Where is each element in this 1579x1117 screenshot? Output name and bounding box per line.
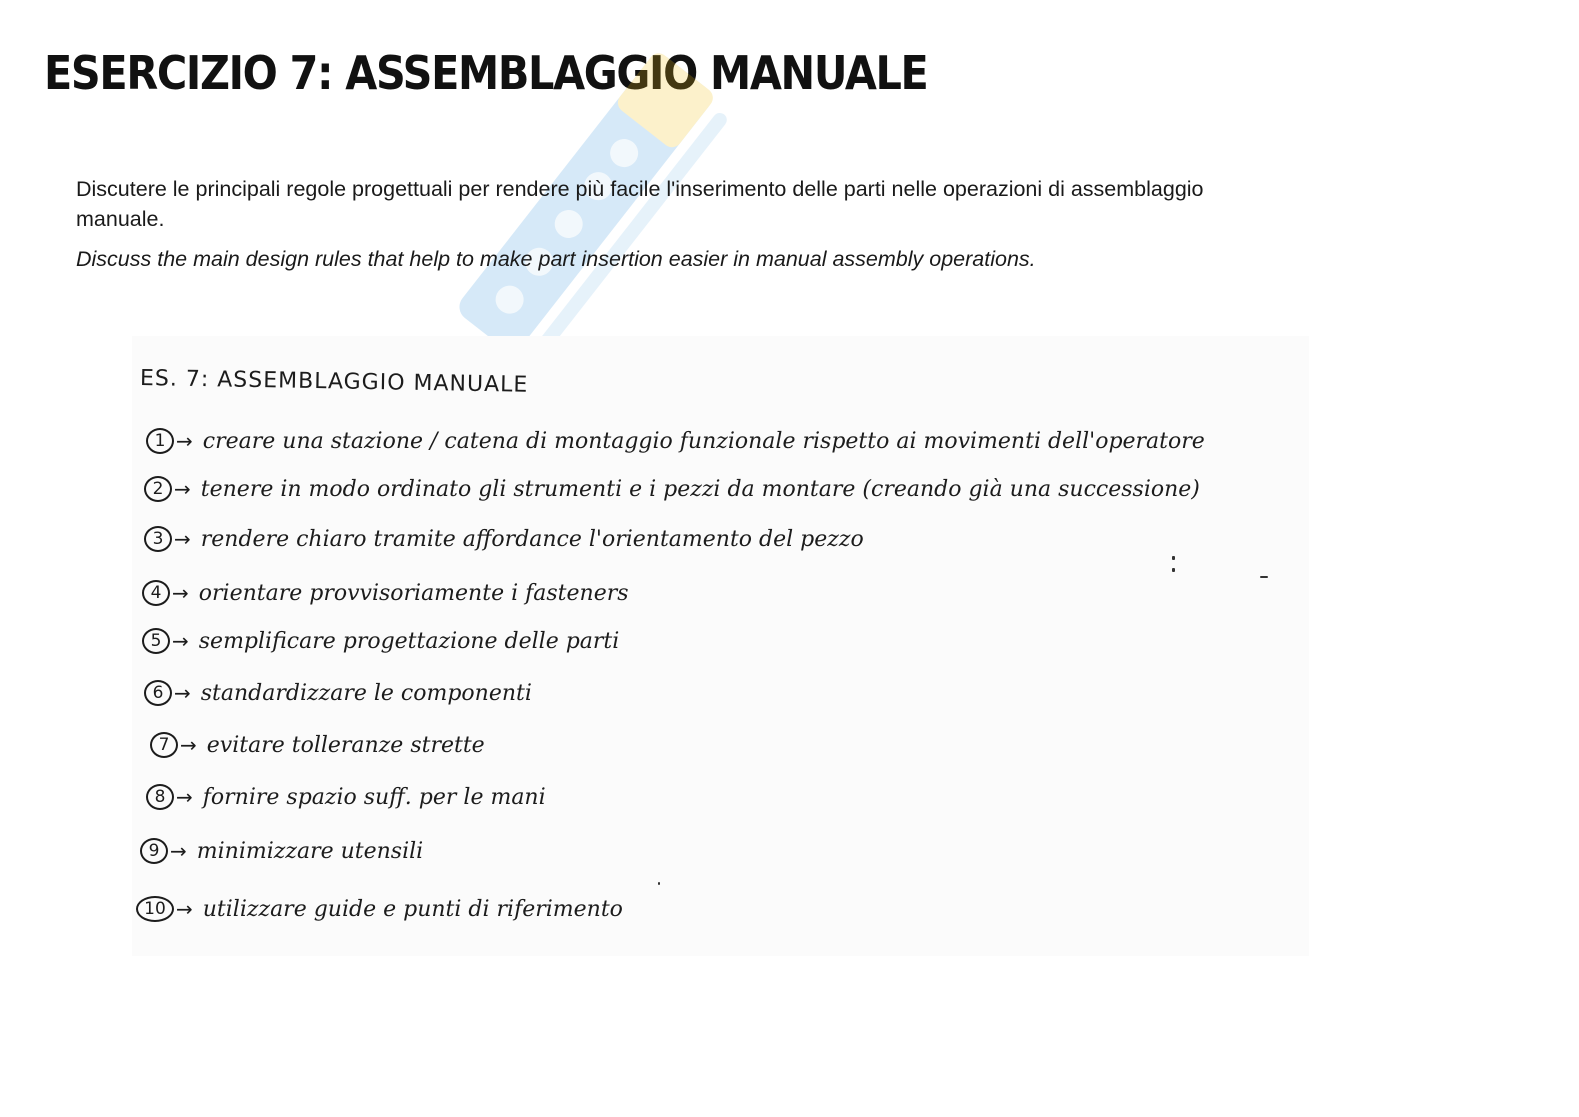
item-number-7: 7: [150, 732, 178, 758]
arrow-icon: →: [174, 477, 191, 501]
arrow-icon: →: [172, 629, 189, 653]
handwritten-item-8: [146, 784, 546, 810]
arrow-icon: →: [176, 785, 193, 809]
item-text-4: orientare provvisoriamente i fasteners: [198, 580, 629, 606]
item-text-6: standardizzare le componenti: [200, 680, 532, 706]
item-text-5: semplificare progettazione delle parti: [198, 628, 620, 654]
handwritten-item-6: [144, 680, 532, 706]
item-number-1: 1: [146, 428, 174, 454]
handwritten-item-3: [144, 526, 864, 552]
item-number-8: 8: [146, 784, 174, 810]
handwritten-item-9: [140, 838, 423, 864]
arrow-icon: →: [174, 681, 191, 705]
item-number-5: 5: [142, 628, 170, 654]
scan-speck: [1172, 568, 1175, 572]
scan-speck: [658, 882, 660, 885]
arrow-icon: →: [172, 581, 189, 605]
item-number-9: 9: [140, 838, 168, 864]
item-text-1: creare una stazione / catena di montaggio funzionale rispetto ai movimenti dell'operatore: [202, 428, 1205, 454]
handwritten-item-2: [144, 476, 1200, 502]
arrow-icon: →: [176, 897, 193, 921]
item-number-6: 6: [144, 680, 172, 706]
arrow-icon: →: [174, 527, 191, 551]
scan-speck: [1172, 556, 1175, 560]
item-number-2: 2: [144, 476, 172, 502]
handwritten-heading: ES. 7: ASSEMBLAGGIO MANUALE: [139, 366, 529, 398]
item-number-3: 3: [144, 526, 172, 552]
item-number-4: 4: [142, 580, 170, 606]
handwritten-scan: [132, 336, 1309, 956]
item-text-9: minimizzare utensili: [196, 838, 424, 864]
item-text-10: utilizzare guide e punti di riferimento: [202, 896, 623, 922]
prompt-english: Discuss the main design rules that help to make part insertion easier in manual assembly operations.: [76, 247, 1036, 271]
item-text-8: fornire spazio suff. per le mani: [202, 784, 546, 810]
arrow-icon: →: [176, 429, 193, 453]
scan-speck: [1260, 576, 1268, 578]
handwritten-item-10: [136, 896, 623, 922]
page-title: ESERCIZIO 7: ASSEMBLAGGIO MANUALE: [44, 46, 928, 100]
arrow-icon: →: [180, 733, 197, 757]
prompt-italian: Discutere le principali regole progettuali per rendere più facile l'inserimento delle parti nelle operazioni di assemblaggio manuale.: [76, 177, 1204, 231]
item-number-10: 10: [136, 896, 174, 922]
handwritten-item-7: [150, 732, 485, 758]
exercise-prompt: [76, 174, 1256, 274]
handwritten-item-4: [142, 580, 629, 606]
item-text-7: evitare tolleranze strette: [206, 732, 485, 758]
item-text-2: tenere in modo ordinato gli strumenti e i pezzi da montare (creando già una successione): [200, 476, 1200, 502]
handwritten-item-5: [142, 628, 619, 654]
arrow-icon: →: [170, 839, 187, 863]
item-text-3: rendere chiaro tramite affordance l'orientamento del pezzo: [200, 526, 864, 552]
handwritten-item-1: [146, 428, 1205, 454]
